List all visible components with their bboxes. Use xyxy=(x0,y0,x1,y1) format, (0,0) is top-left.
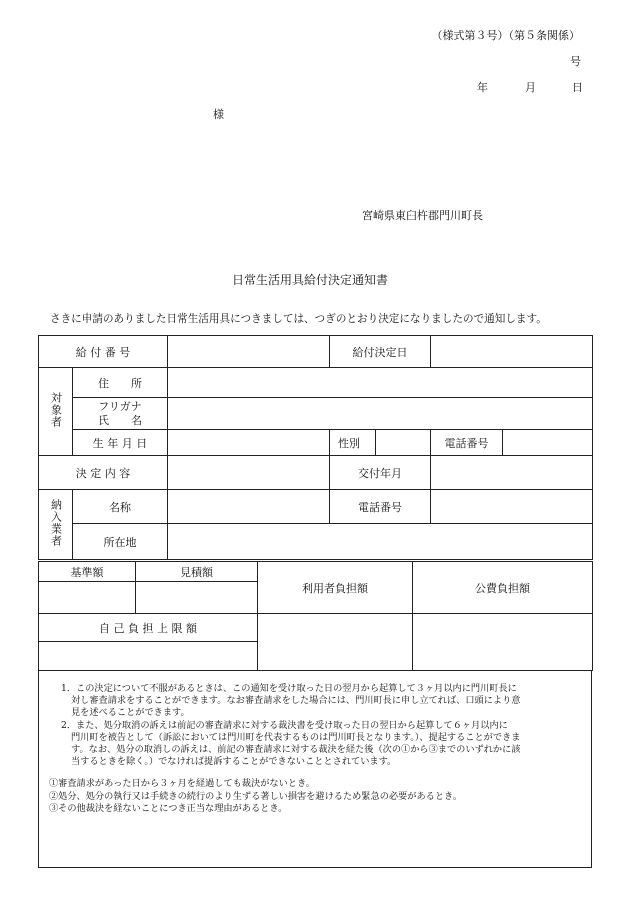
standard-amount-label: 基準額 xyxy=(39,562,136,582)
name-label: 氏 名 xyxy=(98,413,142,427)
birth-date-label: 生 年 月 日 xyxy=(73,430,168,456)
estimate-amount-label: 見積額 xyxy=(136,562,258,582)
recipient-suffix: 様 xyxy=(213,108,224,121)
estimate-amount-value[interactable] xyxy=(136,582,258,614)
public-burden-label: 公費負担額 xyxy=(413,562,593,614)
issuer-name: 宮崎県東臼杵郡門川町長 xyxy=(362,209,483,222)
subject-label: 対象者 xyxy=(39,368,73,456)
standard-amount-value[interactable] xyxy=(39,582,136,614)
phone-label: 電話番号 xyxy=(431,430,503,456)
sex-label: 性別 xyxy=(330,430,376,456)
document-title: 日常生活用具給付決定通知書 xyxy=(232,273,389,287)
note-line: 対し審査請求をすることができます。なお審査請求をした場合には、門川町長に申し立てれば、口頭により意 xyxy=(71,695,521,707)
note-line: 見を述べることができます。 xyxy=(71,707,190,719)
supplier-label: 納入業者 xyxy=(39,490,73,560)
benefit-number-value[interactable] xyxy=(168,336,330,368)
address-label: 住 所 xyxy=(73,368,168,398)
amount-table xyxy=(38,561,593,671)
decision-date-value[interactable] xyxy=(431,336,593,368)
supplier-phone-value[interactable] xyxy=(431,490,593,524)
address-value[interactable] xyxy=(168,368,593,398)
self-burden-limit-value[interactable] xyxy=(39,642,258,671)
supplier-address-label: 所在地 xyxy=(73,524,168,560)
condition-line: ②処分、処分の執行又は手続きの続行のより生ずる著しい損害を避けるため緊急の必要があるとき。 xyxy=(49,790,463,802)
user-burden-label: 利用者負担額 xyxy=(258,562,413,614)
notes-box xyxy=(38,670,592,868)
note-line: す。なお、処分の取消しの訴えは、前記の審査請求に対する裁決を経た後（次の①から③までのいずれかに該 xyxy=(71,744,521,756)
phone-value[interactable] xyxy=(503,430,593,456)
self-burden-limit-label: 自 己 負 担 上 限 額 xyxy=(39,614,258,642)
birth-date-value[interactable] xyxy=(168,430,330,456)
delivery-date-label: 交付年月 xyxy=(330,456,431,490)
note-line: 当するときを除く。）でなければ提訴することができないこととされています。 xyxy=(71,756,397,768)
public-burden-value[interactable] xyxy=(413,614,593,671)
delivery-date-value[interactable] xyxy=(431,456,593,490)
date-year-label: 年 xyxy=(477,81,488,94)
name-value[interactable] xyxy=(168,398,593,430)
user-burden-value[interactable] xyxy=(258,614,413,671)
condition-line: ①審査請求があった日から３ヶ月を経過しても裁決がないとき。 xyxy=(49,778,315,790)
supplier-name-value[interactable] xyxy=(168,490,330,524)
intro-text: さきに申請のありました日常生活用具につきましては、つぎのとおり決定になりましたので通知します。 xyxy=(50,313,547,325)
date-day-label: 日 xyxy=(572,81,583,94)
supplier-phone-label: 電話番号 xyxy=(330,490,431,524)
decision-content-label: 決 定 内 容 xyxy=(39,456,168,490)
furigana-label: フリガナ xyxy=(98,399,142,413)
furigana-name-label xyxy=(73,398,168,430)
decision-content-value[interactable] xyxy=(168,456,330,490)
note-line: 2．また、処分取消の訴えは前記の審査請求に対する裁決書を受け取った日の翌日から起算して６ヶ月以内に xyxy=(61,719,508,731)
benefit-number-label: 給 付 番 号 xyxy=(39,336,168,368)
sex-value[interactable] xyxy=(376,430,431,456)
decision-date-label: 給付決定日 xyxy=(330,336,431,368)
number-label: 号 xyxy=(570,55,581,68)
note-line: 門川町を被告として（訴訟においては門川町を代表するものは門川町長となります。）、提起することができま xyxy=(71,731,521,743)
form-number: （様式第３号）（第５条関係） xyxy=(431,29,580,42)
note-line: 1．この決定について不服があるときは、この通知を受け取った日の翌月から起算して３ヶ月以内に門川町長に xyxy=(61,683,517,694)
supplier-name-label: 名称 xyxy=(73,490,168,524)
condition-line: ③その他裁決を経ないことにつき正当な理由があるとき。 xyxy=(49,802,288,814)
date-month-label: 月 xyxy=(525,81,536,94)
supplier-address-value[interactable] xyxy=(168,524,593,560)
main-info-table xyxy=(38,335,593,560)
